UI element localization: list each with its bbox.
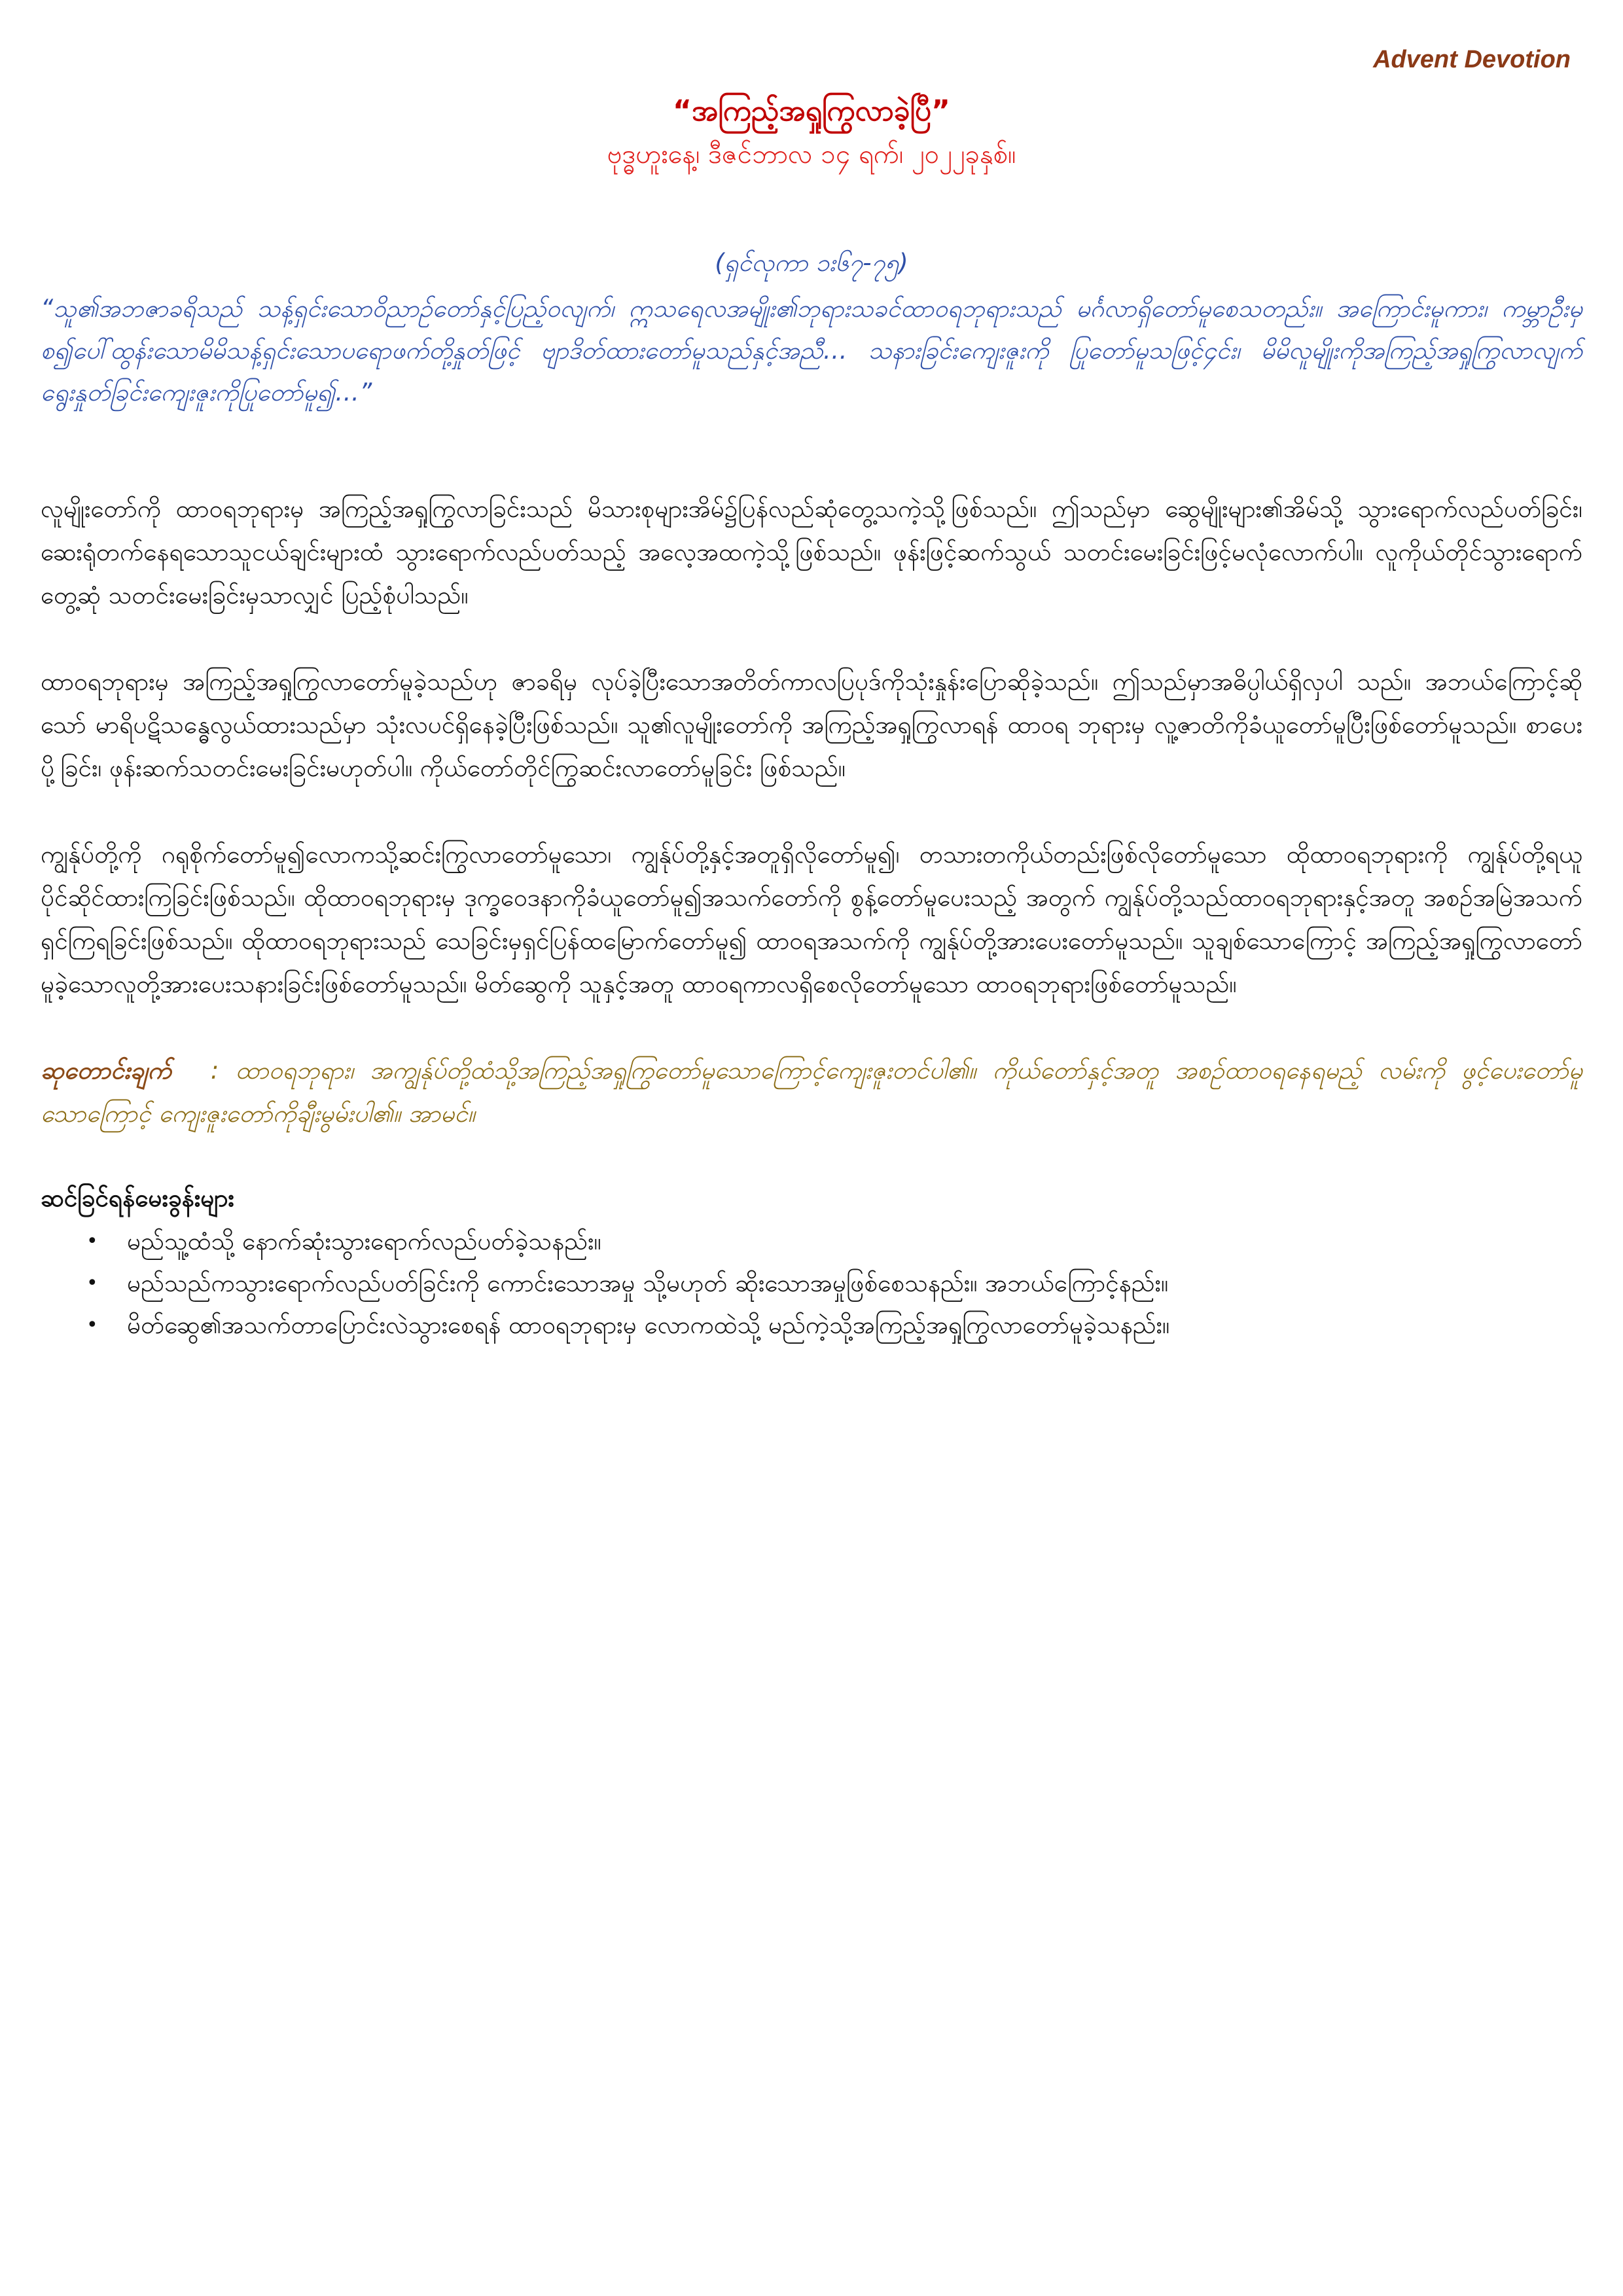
prayer-label: ဆုတောင်းချက်: [41, 1056, 171, 1085]
page-title: “အကြည့်အရှုကြွလာခဲ့ပြီ”: [673, 94, 950, 128]
paragraph: လူမျိုးတော်ကို ထာဝရဘုရားမှ အကြည့်အရှုကြွလာခြင်းသည် မိသားစုများအိမ်၌ပြန်လည်ဆုံတွေ့သကဲ့သို့ဖြစ်သည်။ ဤသည်မှာ ဆွေမျိုးများ၏အိမ်သို့ သွားရောက်လည်ပတ်ခြင်း၊ ဆေးရုံတက်နေရသောသူငယ်ချင်းများထံ သွားရောက်လည်ပတ်သည့် အလေ့အထကဲ့သို့ဖြစ်သည်။ ဖုန်းဖြင့်ဆက်သွယ် သတင်းမေးခြင်းဖြင့်မလုံလောက်ပါ။ လူကိုယ်တိုင်သွားရောက်တွေ့ဆုံ သတင်းမေးခြင်းမှသာလျှင် ပြည့်စုံပါသည်။: [41, 495, 1582, 609]
title-block: [0, 92, 1623, 174]
bullet-icon: •: [86, 1272, 98, 1295]
scripture-reference: (ရှင်လုကာ ၁း၆၇-၇၅): [715, 249, 908, 277]
header-label: Advent Devotion: [1373, 46, 1571, 73]
list-item: [86, 1221, 1582, 1263]
bullet-icon: •: [86, 1230, 98, 1253]
questions-heading: ဆင်ခြင်ရန်မေးခွန်းများ: [41, 1184, 234, 1212]
list-item: [86, 1304, 1582, 1346]
question-text: မိတ်ဆွေ၏အသက်တာပြောင်းလဲသွားစေရန် ထာဝရဘုရားမှ လောကထဲသို့ မည်ကဲ့သို့အကြည့်အရှုကြွလာတော်မူခဲ့သနည်း။: [127, 1311, 1170, 1339]
prayer-block: [41, 1049, 1582, 1136]
scripture-quote: “သူ၏အဘဇာခရိသည် သန့်ရှင်းသောဝိညာဉ်တော်နှင့်ပြည့်ဝလျက်၊ ဣသရေလအမျိုး၏ဘုရားသခင်ထာဝရဘုရားသည် မင်္ဂလာရှိတော်မူစေသတည်း။ အကြောင်းမူကား၊ ကမ္ဘာဦးမှစ၍ပေါ်ထွန်းသောမိမိသန့်ရှင်းသောပရောဖက်တို့နှုတ်ဖြင့် ဗျာဒိတ်ထားတော်မူသည်နှင့်အညီ… သနားခြင်းကျေးဇူးကို ပြုတော်မူသဖြင့်၄င်း၊ မိမိလူမျိုးကိုအကြည့်အရှုကြွလာလျက် ရွေးနှုတ်ခြင်းကျေးဇူးကိုပြုတော်မူ၍…”: [41, 295, 1582, 406]
prayer-text: : ထာဝရဘုရား၊ အကျွန်ုပ်တို့ထံသို့အကြည့်အရှုကြွတော်မူသောကြောင့်ကျေးဇူးတင်ပါ၏။ ကိုယ်တော်နှင့်အတူ အစဉ်ထာဝရနေရမည့် လမ်းကို ဖွင့်ပေးတော်မူသောကြောင့် ကျေးဇူးတော်ကိုချီးမွမ်းပါ၏။ အာမင်။: [41, 1056, 1582, 1128]
body-text: [41, 488, 1582, 1346]
question-text: မည်သူ့ထံသို့ နောက်ဆုံးသွားရောက်လည်ပတ်ခဲ့သနည်း။: [127, 1227, 601, 1255]
date-line: ဗုဒ္ဓဟူးနေ့၊ ဒီဇင်ဘာလ ၁၄ ရက်၊ ၂၀၂၂ခုနှစ်။: [607, 139, 1016, 170]
question-text: မည်သည်ကသွားရောက်လည်ပတ်ခြင်းကို ကောင်းသောအမှု သို့မဟုတ် ဆိုးသောအမှုဖြစ်စေသနည်း။ အဘယ်ကြောင့်နည်း။: [127, 1269, 1169, 1297]
paragraph: ကျွန်ုပ်တို့ကို ဂရုစိုက်တော်မူ၍လောကသို့ဆင်းကြွလာတော်မူသော၊ ကျွန်ုပ်တို့နှင့်အတူရှိလိုတော်မူ၍၊ တသားတကိုယ်တည်းဖြစ်လိုတော်မူသော ထိုထာဝရဘုရားကို ကျွန်ုပ်တို့ရယူပိုင်ဆိုင်ထားကြခြင်းဖြစ်သည်။ ထိုထာဝရဘုရားမှ ဒုက္ခဝေဒနာကိုခံယူတော်မူ၍အသက်တော်ကို စွန့်တော်မူပေးသည့် အတွက် ကျွန်ုပ်တို့သည်ထာဝရဘုရားနှင့်အတူ အစဉ်အမြဲအသက်ရှင်ကြရခြင်းဖြစ်သည်။ ထိုထာဝရဘုရားသည် သေခြင်းမှရှင်ပြန်ထမြောက်တော်မူ၍ ထာဝရအသက်ကို ကျွန်ုပ်တို့အားပေးတော်မူသည်။ သူချစ်သောကြောင့် အကြည့်အရှုကြွလာတော်မူခဲ့သောလူတို့အားပေးသနားခြင်းဖြစ်တော်မူသည်။ မိတ်ဆွေကို သူနှင့်အတူ ထာဝရကာလရှိစေလိုတော်မူသော ထာဝရဘုရားဖြစ်တော်မူသည်။: [41, 840, 1582, 998]
scripture-block: [41, 242, 1582, 414]
bullet-icon: •: [86, 1314, 98, 1336]
paragraph: ထာဝရဘုရားမှ အကြည့်အရှုကြွလာတော်မူခဲ့သည်ဟု ဇာခရိမှ လုပ်ခဲ့ပြီးသောအတိတ်ကာလပြပုဒ်ကိုသုံးနှုန်းပြောဆိုခဲ့သည်။ ဤသည်မှာအဓိပ္ပါယ်ရှိလှပါ သည်။ အဘယ်ကြောင့်ဆိုသော် မာရိပဋိသန္ဓေလွယ်ထားသည်မှာ သုံးလပင်ရှိနေခဲ့ပြီးဖြစ်သည်။ သူ၏လူမျိုးတော်ကို အကြည့်အရှုကြွလာရန် ထာဝရ ဘုရားမှ လူ့ဇာတိကိုခံယူတော်မူပြီးဖြစ်တော်မူသည်။ စာပေးပို့ခြင်း၊ ဖုန်းဆက်သတင်းမေးခြင်းမဟုတ်ပါ။ ကိုယ်တော်တိုင်ကြွဆင်းလာတော်မူခြင်း ဖြစ်သည်။: [41, 668, 1582, 782]
list-item: [86, 1263, 1582, 1304]
questions-list: [41, 1221, 1582, 1346]
